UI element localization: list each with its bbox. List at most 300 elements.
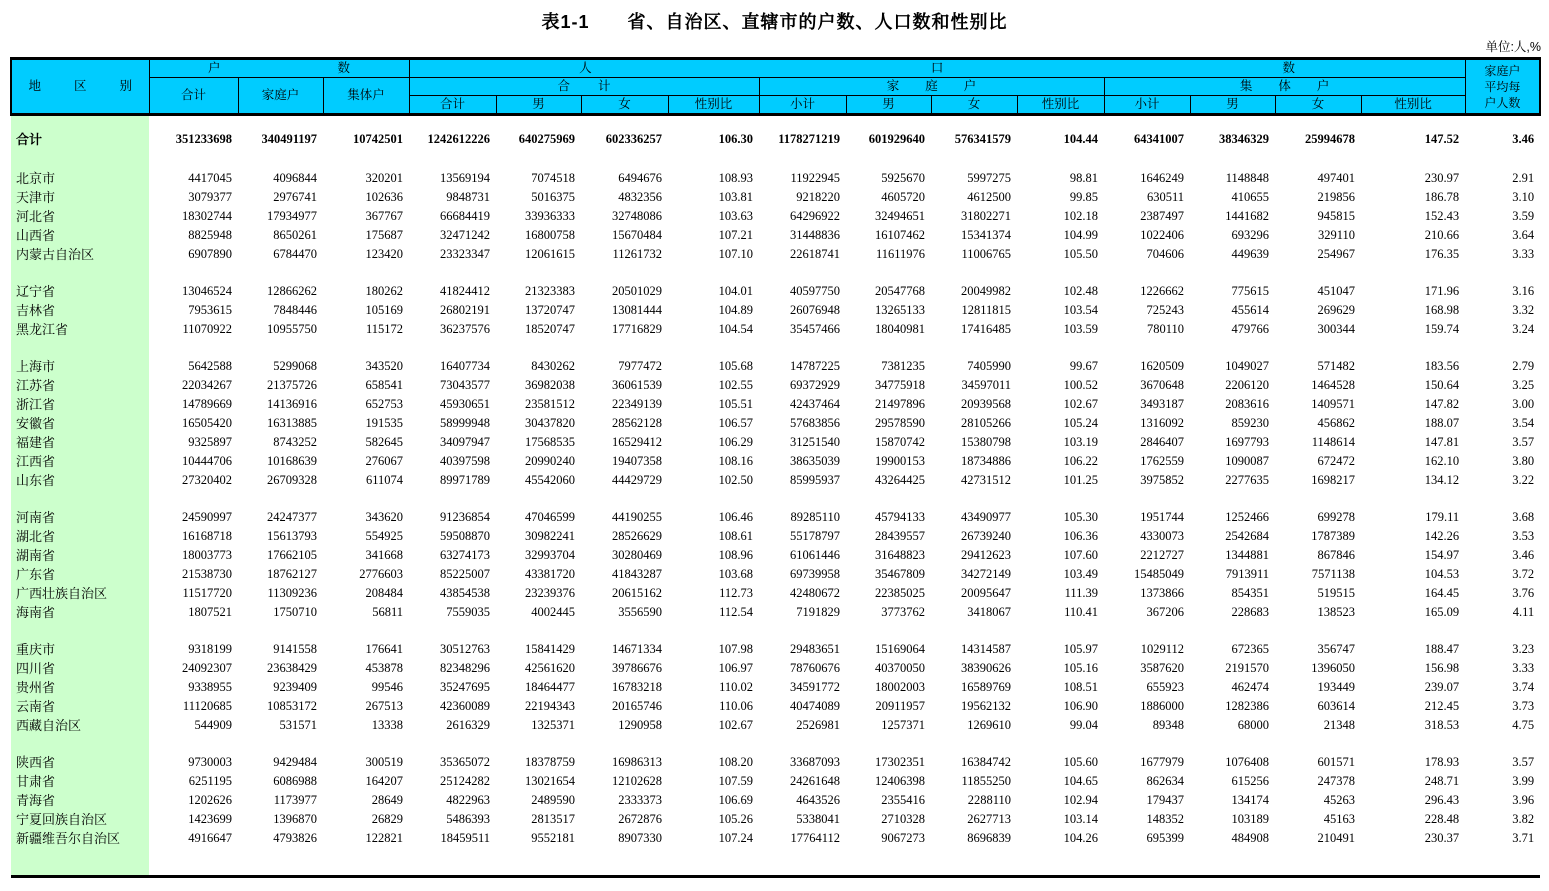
spacer-row <box>11 149 1540 169</box>
value-cell: 26739240 <box>961 529 1012 543</box>
region-cell: 山东省 <box>11 471 149 490</box>
value-cell: 9141558 <box>273 642 317 656</box>
value-cell: 2206120 <box>1225 378 1270 392</box>
value-cell: 20501029 <box>612 284 663 298</box>
value-cell: 112.54 <box>719 605 754 619</box>
value-cell: 497401 <box>1317 171 1356 185</box>
value-cell: 68000 <box>1237 718 1270 732</box>
value-cell: 318.53 <box>1424 718 1460 732</box>
value-cell: 35365072 <box>440 755 491 769</box>
value-cell: 1373866 <box>1140 586 1185 600</box>
value-cell: 171.96 <box>1424 284 1460 298</box>
value-cell: 19407358 <box>612 454 663 468</box>
value-cell: 106.69 <box>718 793 754 807</box>
value-cell: 725243 <box>1146 303 1185 317</box>
value-cell: 85225007 <box>440 567 491 581</box>
region-cell: 浙江省 <box>11 395 149 414</box>
value-cell: 652753 <box>365 397 404 411</box>
value-cell: 17416485 <box>961 322 1012 336</box>
value-cell: 134174 <box>1231 793 1270 807</box>
value-cell: 106.90 <box>1063 699 1099 713</box>
col-header-pop-family-sex-ratio: 性别比 <box>1017 96 1104 115</box>
value-cell: 42561620 <box>525 661 576 675</box>
value-cell: 104.89 <box>718 303 754 317</box>
col-subgroup-pop-total <box>409 78 759 96</box>
region-cell: 广东省 <box>11 565 149 584</box>
value-cell: 103.81 <box>718 190 754 204</box>
value-cell: 1807521 <box>188 605 232 619</box>
value-cell: 162.10 <box>1424 454 1460 468</box>
value-cell: 64296922 <box>790 209 841 223</box>
value-cell: 63274173 <box>440 548 491 562</box>
value-cell: 183.56 <box>1424 359 1460 373</box>
value-cell: 147.52 <box>1424 132 1460 146</box>
value-cell: 3.73 <box>1512 699 1535 713</box>
value-cell: 20990240 <box>525 454 576 468</box>
value-cell: 2672876 <box>618 812 663 826</box>
value-cell: 61061446 <box>790 548 841 562</box>
value-cell: 89971789 <box>440 473 491 487</box>
value-cell: 1464528 <box>1311 378 1356 392</box>
value-cell: 18520747 <box>525 322 576 336</box>
value-cell: 8430262 <box>531 359 576 373</box>
value-cell: 16168718 <box>182 529 232 543</box>
value-cell: 320201 <box>365 171 404 185</box>
value-cell: 19900153 <box>875 454 926 468</box>
value-cell: 5338041 <box>796 812 841 826</box>
value-cell: 152.43 <box>1424 209 1460 223</box>
value-cell: 210491 <box>1317 831 1356 845</box>
value-cell: 108.20 <box>718 755 754 769</box>
value-cell: 103.68 <box>718 567 754 581</box>
region-cell: 海南省 <box>11 603 149 622</box>
value-cell: 3.57 <box>1512 755 1535 769</box>
value-cell: 18762127 <box>267 567 317 581</box>
value-cell: 1750710 <box>273 605 317 619</box>
value-cell: 20049982 <box>961 284 1012 298</box>
value-cell: 576341579 <box>954 132 1012 146</box>
value-cell: 103.14 <box>1063 812 1099 826</box>
value-cell: 180262 <box>365 284 404 298</box>
value-cell: 9552181 <box>531 831 576 845</box>
value-cell: 20615162 <box>612 586 663 600</box>
value-cell: 34597011 <box>961 378 1012 392</box>
value-cell: 655923 <box>1146 680 1185 694</box>
value-cell: 104.65 <box>1063 774 1099 788</box>
value-cell: 3.82 <box>1512 812 1535 826</box>
value-cell: 462474 <box>1231 680 1270 694</box>
page-title <box>0 8 1549 34</box>
value-cell: 16986313 <box>612 755 663 769</box>
value-cell: 39786676 <box>612 661 663 675</box>
value-cell: 8825948 <box>188 228 232 242</box>
value-cell: 102.50 <box>718 473 754 487</box>
value-cell: 103.59 <box>1063 322 1099 336</box>
value-cell: 3.46 <box>1512 548 1535 562</box>
value-cell: 104.53 <box>1424 567 1460 581</box>
value-cell: 23239376 <box>525 586 576 600</box>
value-cell: 27320402 <box>182 473 232 487</box>
value-cell: 3.53 <box>1512 529 1535 543</box>
value-cell: 102636 <box>365 190 404 204</box>
value-cell: 212.45 <box>1424 699 1460 713</box>
spacer-row <box>11 490 1540 508</box>
value-cell: 28649 <box>371 793 404 807</box>
spacer-row <box>11 264 1540 282</box>
value-cell: 4605720 <box>881 190 926 204</box>
value-cell: 10742501 <box>353 132 404 146</box>
value-cell: 3.96 <box>1512 793 1535 807</box>
value-cell: 1282386 <box>1225 699 1270 713</box>
value-cell: 340491197 <box>261 132 317 146</box>
value-cell: 7559035 <box>446 605 491 619</box>
value-cell: 11611976 <box>875 247 926 261</box>
value-cell: 107.24 <box>718 831 754 845</box>
value-cell: 6086988 <box>273 774 317 788</box>
value-cell: 40597750 <box>790 284 841 298</box>
value-cell: 5016375 <box>531 190 576 204</box>
value-cell: 8696839 <box>967 831 1012 845</box>
value-cell: 11261732 <box>612 247 663 261</box>
value-cell: 1423699 <box>188 812 232 826</box>
value-cell: 23323347 <box>440 247 491 261</box>
region-cell: 陕西省 <box>11 753 149 772</box>
value-cell: 156.98 <box>1424 661 1460 675</box>
value-cell: 1290958 <box>618 718 663 732</box>
value-cell: 193449 <box>1317 680 1356 694</box>
region-cell: 河北省 <box>11 207 149 226</box>
value-cell: 16505420 <box>182 416 232 430</box>
value-cell: 3.76 <box>1512 586 1535 600</box>
value-cell: 24247377 <box>267 510 317 524</box>
value-cell: 455614 <box>1231 303 1270 317</box>
value-cell: 105.30 <box>1063 510 1099 524</box>
value-cell: 103.63 <box>718 209 754 223</box>
col-header-region <box>11 59 149 115</box>
value-cell: 36061539 <box>612 378 663 392</box>
value-cell: 16384742 <box>961 755 1012 769</box>
value-cell: 58999948 <box>440 416 491 430</box>
value-cell: 12061615 <box>525 247 576 261</box>
value-cell: 134.12 <box>1424 473 1460 487</box>
value-cell: 554925 <box>365 529 404 543</box>
region-cell: 福建省 <box>11 433 149 452</box>
table-row <box>11 301 1540 320</box>
value-cell: 43854538 <box>440 586 491 600</box>
value-cell: 99546 <box>371 680 404 694</box>
value-cell: 57683856 <box>790 416 841 430</box>
value-cell: 106.30 <box>718 132 754 146</box>
value-cell: 104.26 <box>1063 831 1099 845</box>
table-row <box>11 226 1540 245</box>
value-cell: 11517720 <box>182 586 232 600</box>
value-cell: 5299068 <box>273 359 317 373</box>
value-cell: 16589769 <box>961 680 1012 694</box>
value-cell: 99.04 <box>1069 718 1099 732</box>
value-cell: 1049027 <box>1225 359 1270 373</box>
value-cell: 453878 <box>365 661 404 675</box>
value-cell: 30437820 <box>525 416 576 430</box>
value-cell: 164.45 <box>1424 586 1460 600</box>
value-cell: 1022406 <box>1140 228 1185 242</box>
value-cell: 410655 <box>1231 190 1270 204</box>
value-cell: 13021654 <box>525 774 576 788</box>
value-cell: 208484 <box>365 586 404 600</box>
value-cell: 3493187 <box>1140 397 1185 411</box>
value-cell: 36237576 <box>440 322 491 336</box>
value-cell: 2288110 <box>967 793 1012 807</box>
value-cell: 123420 <box>365 247 404 261</box>
value-cell: 16313885 <box>267 416 317 430</box>
value-cell: 2387497 <box>1140 209 1185 223</box>
table-row <box>11 282 1540 301</box>
value-cell: 3.46 <box>1512 132 1535 146</box>
table-row <box>11 791 1540 810</box>
value-cell: 7953615 <box>188 303 232 317</box>
value-cell: 176641 <box>365 642 404 656</box>
value-cell: 12406398 <box>875 774 926 788</box>
value-cell: 107.60 <box>1063 548 1099 562</box>
value-cell: 3.59 <box>1512 209 1535 223</box>
value-cell: 300519 <box>365 755 404 769</box>
value-cell: 640275969 <box>518 132 576 146</box>
value-cell: 26829 <box>371 812 404 826</box>
region-column-fill <box>11 149 149 169</box>
table-row <box>11 471 1540 490</box>
value-cell: 3.10 <box>1512 190 1535 204</box>
value-cell: 147.82 <box>1424 397 1460 411</box>
value-cell: 175687 <box>365 228 404 242</box>
value-cell: 18378759 <box>525 755 576 769</box>
value-cell: 1252466 <box>1225 510 1270 524</box>
region-cell: 湖南省 <box>11 546 149 565</box>
value-cell: 9730003 <box>188 755 232 769</box>
value-cell: 102.67 <box>718 718 754 732</box>
value-cell: 2776603 <box>359 567 404 581</box>
value-cell: 108.96 <box>718 548 754 562</box>
table-row <box>11 565 1540 584</box>
region-cell: 江西省 <box>11 452 149 471</box>
value-cell: 3587620 <box>1140 661 1185 675</box>
table-row <box>11 508 1540 527</box>
region-cell: 合计 <box>11 130 149 149</box>
value-cell: 4832356 <box>618 190 663 204</box>
region-cell: 江苏省 <box>11 376 149 395</box>
value-cell: 106.46 <box>718 510 754 524</box>
value-cell: 105169 <box>365 303 404 317</box>
value-cell: 108.93 <box>718 171 754 185</box>
value-cell: 14789669 <box>182 397 232 411</box>
value-cell: 519515 <box>1317 586 1356 600</box>
value-cell: 1257371 <box>881 718 926 732</box>
value-cell: 544909 <box>194 718 232 732</box>
value-cell: 179.11 <box>1425 510 1460 524</box>
value-cell: 16529412 <box>612 435 663 449</box>
value-cell: 45794133 <box>875 510 926 524</box>
value-cell: 31448836 <box>790 228 841 242</box>
value-cell: 18003773 <box>182 548 232 562</box>
value-cell: 24590997 <box>182 510 232 524</box>
table-row <box>11 603 1540 622</box>
value-cell: 4417045 <box>188 171 232 185</box>
region-column-fill <box>11 115 149 131</box>
value-cell: 3.74 <box>1512 680 1535 694</box>
table-header <box>11 59 1540 115</box>
value-cell: 191535 <box>365 416 404 430</box>
value-cell: 31802271 <box>961 209 1012 223</box>
value-cell: 571482 <box>1317 359 1356 373</box>
value-cell: 2813517 <box>531 812 576 826</box>
table-row <box>11 320 1540 339</box>
value-cell: 276067 <box>365 454 404 468</box>
value-cell: 41843287 <box>612 567 663 581</box>
value-cell: 12866262 <box>267 284 317 298</box>
value-cell: 104.44 <box>1063 132 1099 146</box>
col-header-pop-collective-sex-ratio: 性别比 <box>1361 96 1465 115</box>
value-cell: 45263 <box>1323 793 1356 807</box>
region-column-fill <box>11 735 149 753</box>
value-cell: 1886000 <box>1140 699 1185 713</box>
value-cell: 695399 <box>1146 831 1185 845</box>
value-cell: 22618741 <box>790 247 841 261</box>
value-cell: 30982241 <box>525 529 576 543</box>
col-header-pop-collective-female: 女 <box>1275 96 1361 115</box>
pop-family-subgroup-label: 家庭户 <box>886 79 1003 93</box>
value-cell: 11309236 <box>267 586 317 600</box>
value-cell: 21348 <box>1323 718 1356 732</box>
population-group-label: 人 口 数 <box>579 61 1296 75</box>
value-cell: 105.26 <box>718 812 754 826</box>
value-cell: 105.51 <box>718 397 754 411</box>
value-cell: 24092307 <box>182 661 232 675</box>
value-cell: 10168639 <box>267 454 317 468</box>
value-cell: 356747 <box>1317 642 1356 656</box>
value-cell: 7074518 <box>531 171 576 185</box>
value-cell: 56811 <box>372 605 404 619</box>
value-cell: 5925670 <box>881 171 926 185</box>
value-cell: 59508870 <box>440 529 491 543</box>
table-title-text: 省、自治区、直辖市的户数、人口数和性别比 <box>627 12 1008 32</box>
value-cell: 3.16 <box>1512 284 1535 298</box>
value-cell: 3.99 <box>1512 774 1535 788</box>
value-cell: 3.22 <box>1512 473 1535 487</box>
value-cell: 775615 <box>1231 284 1270 298</box>
value-cell: 3.32 <box>1512 303 1535 317</box>
value-cell: 300344 <box>1317 322 1356 336</box>
value-cell: 42360089 <box>440 699 491 713</box>
value-cell: 13338 <box>371 718 404 732</box>
value-cell: 102.67 <box>1063 397 1099 411</box>
value-cell: 7977472 <box>618 359 663 373</box>
value-cell: 107.59 <box>718 774 754 788</box>
value-cell: 15613793 <box>267 529 317 543</box>
value-cell: 105.16 <box>1063 661 1099 675</box>
value-cell: 602336257 <box>605 132 663 146</box>
spacer-row <box>11 622 1540 640</box>
value-cell: 66684419 <box>440 209 491 223</box>
value-cell: 3975852 <box>1140 473 1185 487</box>
value-cell: 25124282 <box>440 774 491 788</box>
value-cell: 33936333 <box>525 209 576 223</box>
value-cell: 20911957 <box>875 699 926 713</box>
value-cell: 239.07 <box>1424 680 1460 694</box>
value-cell: 9338955 <box>188 680 232 694</box>
value-cell: 672365 <box>1231 642 1270 656</box>
table-row <box>11 452 1540 471</box>
value-cell: 4793826 <box>273 831 317 845</box>
value-cell: 101.25 <box>1063 473 1099 487</box>
region-cell: 内蒙古自治区 <box>11 245 149 264</box>
value-cell: 582645 <box>365 435 404 449</box>
value-cell: 89285110 <box>790 510 841 524</box>
value-cell: 3.25 <box>1512 378 1535 392</box>
value-cell: 107.21 <box>718 228 754 242</box>
col-header-pop-family-female: 女 <box>931 96 1017 115</box>
value-cell: 15380798 <box>961 435 1012 449</box>
value-cell: 21323383 <box>525 284 576 298</box>
value-cell: 8743252 <box>273 435 317 449</box>
value-cell: 228683 <box>1231 605 1270 619</box>
value-cell: 2.91 <box>1512 171 1535 185</box>
value-cell: 11120685 <box>182 699 232 713</box>
value-cell: 11070922 <box>182 322 232 336</box>
value-cell: 178.93 <box>1424 755 1460 769</box>
value-cell: 103.49 <box>1063 567 1099 581</box>
value-cell: 14314587 <box>961 642 1012 656</box>
value-cell: 4822963 <box>446 793 491 807</box>
value-cell: 341668 <box>365 548 404 562</box>
value-cell: 17662105 <box>267 548 317 562</box>
value-cell: 10444706 <box>182 454 232 468</box>
value-cell: 1646249 <box>1140 171 1185 185</box>
value-cell: 2277635 <box>1225 473 1270 487</box>
region-cell: 吉林省 <box>11 301 149 320</box>
table-row <box>11 659 1540 678</box>
value-cell: 15841429 <box>525 642 576 656</box>
value-cell: 20939568 <box>961 397 1012 411</box>
value-cell: 22385025 <box>875 586 926 600</box>
value-cell: 147.81 <box>1424 435 1460 449</box>
value-cell: 32494651 <box>875 209 926 223</box>
value-cell: 108.61 <box>718 529 754 543</box>
value-cell: 230.37 <box>1424 831 1460 845</box>
value-cell: 210.66 <box>1424 228 1460 242</box>
value-cell: 693296 <box>1231 228 1270 242</box>
value-cell: 13569194 <box>440 171 491 185</box>
value-cell: 102.18 <box>1063 209 1099 223</box>
table-row <box>11 395 1540 414</box>
value-cell: 17934977 <box>267 209 317 223</box>
value-cell: 20165746 <box>612 699 663 713</box>
table-body <box>11 115 1540 877</box>
value-cell: 14671334 <box>612 642 663 656</box>
value-cell: 102.55 <box>718 378 754 392</box>
table-row <box>11 640 1540 659</box>
region-cell: 山西省 <box>11 226 149 245</box>
value-cell: 3.54 <box>1512 416 1535 430</box>
value-cell: 9848731 <box>446 190 491 204</box>
value-cell: 29483651 <box>790 642 841 656</box>
value-cell: 1242612226 <box>427 132 491 146</box>
value-cell: 1344881 <box>1225 548 1270 562</box>
value-cell: 3.57 <box>1512 435 1535 449</box>
value-cell: 38635039 <box>790 454 841 468</box>
value-cell: 1148614 <box>1311 435 1356 449</box>
value-cell: 16800758 <box>525 228 576 242</box>
value-cell: 15870742 <box>875 435 926 449</box>
region-column-fill <box>11 264 149 282</box>
value-cell: 159.74 <box>1424 322 1460 336</box>
